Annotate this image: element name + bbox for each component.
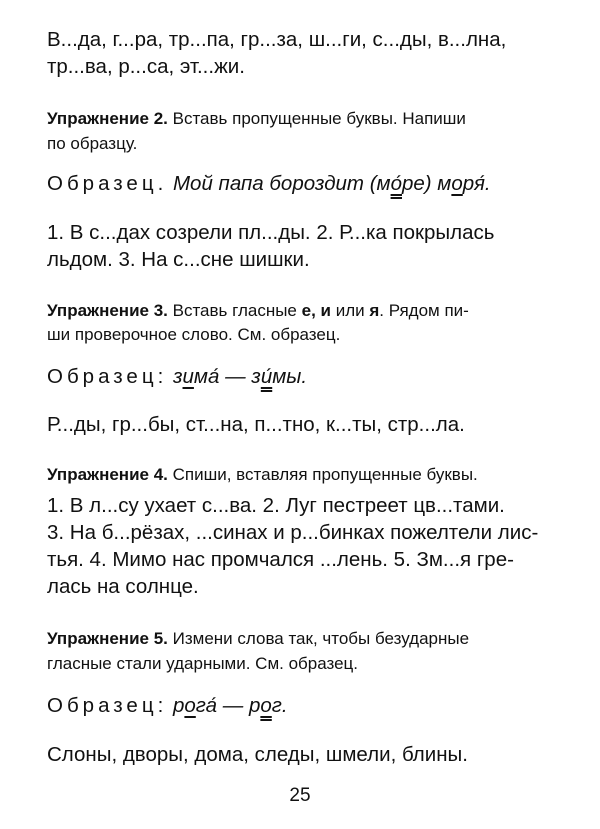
exercise-text: Спиши, вставляя пропущенные буквы.: [167, 465, 478, 484]
sample-text: ре) м: [401, 172, 452, 195]
task-line: 1. В л...су ухает с...ва. 2. Луг пестреет цв...тами.: [47, 494, 505, 517]
exercise-title: Упражнение 2.: [47, 109, 168, 128]
intro-line: тр...ва, р...са, эт...жи.: [47, 55, 245, 78]
exercise-text: Вставь гласные: [167, 301, 302, 320]
exercise-2-heading: [47, 107, 466, 131]
sample-text: и́: [260, 365, 273, 388]
task-line: Слоны, дворы, дома, следы, шмели, блины.: [47, 743, 468, 766]
sample-text: о: [451, 172, 463, 195]
sample-label: Образец:: [47, 365, 168, 388]
sample-text: г.: [271, 694, 288, 717]
task-line: лась на солнце.: [47, 575, 199, 598]
exercise-text: гласные стали ударными. См. образец.: [47, 654, 359, 673]
exercise-text: Измени слова так, чтобы безударные: [167, 629, 470, 648]
exercise-5-heading: [47, 627, 469, 651]
sample-text: о́: [390, 172, 402, 195]
sample-label: Образец.: [47, 172, 168, 195]
sample-text: о: [260, 694, 272, 717]
exercise-text: по образцу.: [47, 134, 138, 153]
exercise-title: Упражнение 5.: [47, 629, 168, 648]
task-line: 3. На б...рёзах, ...синах и р...бинках пожелтели лис-: [47, 521, 539, 544]
exercise-3-sample: [47, 365, 307, 389]
sample-text: мы.: [272, 365, 308, 388]
exercise-text: . Рядом пи-: [379, 301, 469, 320]
task-line: Р...ды, гр...бы, ст...на, п...тно, к...ты, стр...ла.: [47, 413, 465, 436]
sample-text: ря́.: [462, 172, 491, 195]
task-line: льдом. 3. На с...сне шишки.: [47, 248, 310, 271]
exercise-text: ши проверочное слово. См. образец.: [47, 325, 341, 344]
exercise-title: Упражнение 3.: [47, 301, 168, 320]
exercise-2-sample: [47, 172, 491, 196]
sample-text: о: [184, 694, 196, 717]
exercise-title: Упражнение 4.: [47, 465, 168, 484]
exercise-5-sample: [47, 694, 288, 718]
page-number: 25: [289, 785, 311, 806]
sample-label: Образец:: [47, 694, 168, 717]
sample-text: з: [172, 365, 183, 388]
intro-line: В...да, г...ра, тр...па, гр...за, ш...ги, с...ды, в...лна,: [47, 28, 507, 51]
exercise-3-heading: [47, 299, 469, 323]
sample-text: и: [182, 365, 194, 388]
sample-text: га́ — р: [195, 694, 261, 717]
exercise-4-heading: [47, 463, 478, 487]
task-line: тья. 4. Мимо нас промчался ...лень. 5. Зм...я гре-: [47, 548, 514, 571]
exercise-text: Вставь пропущенные буквы. Напиши: [167, 109, 466, 128]
exercise-text: или: [330, 301, 370, 320]
sample-text: р: [172, 694, 185, 717]
sample-text: Мой папа бороздит (м: [172, 172, 391, 195]
letters: е, и: [301, 301, 331, 320]
task-line: 1. В с...дах созрели пл...ды. 2. Р...ка покрылась: [47, 221, 495, 244]
letters: я: [369, 301, 380, 320]
sample-text: ма́ — з: [193, 365, 261, 388]
